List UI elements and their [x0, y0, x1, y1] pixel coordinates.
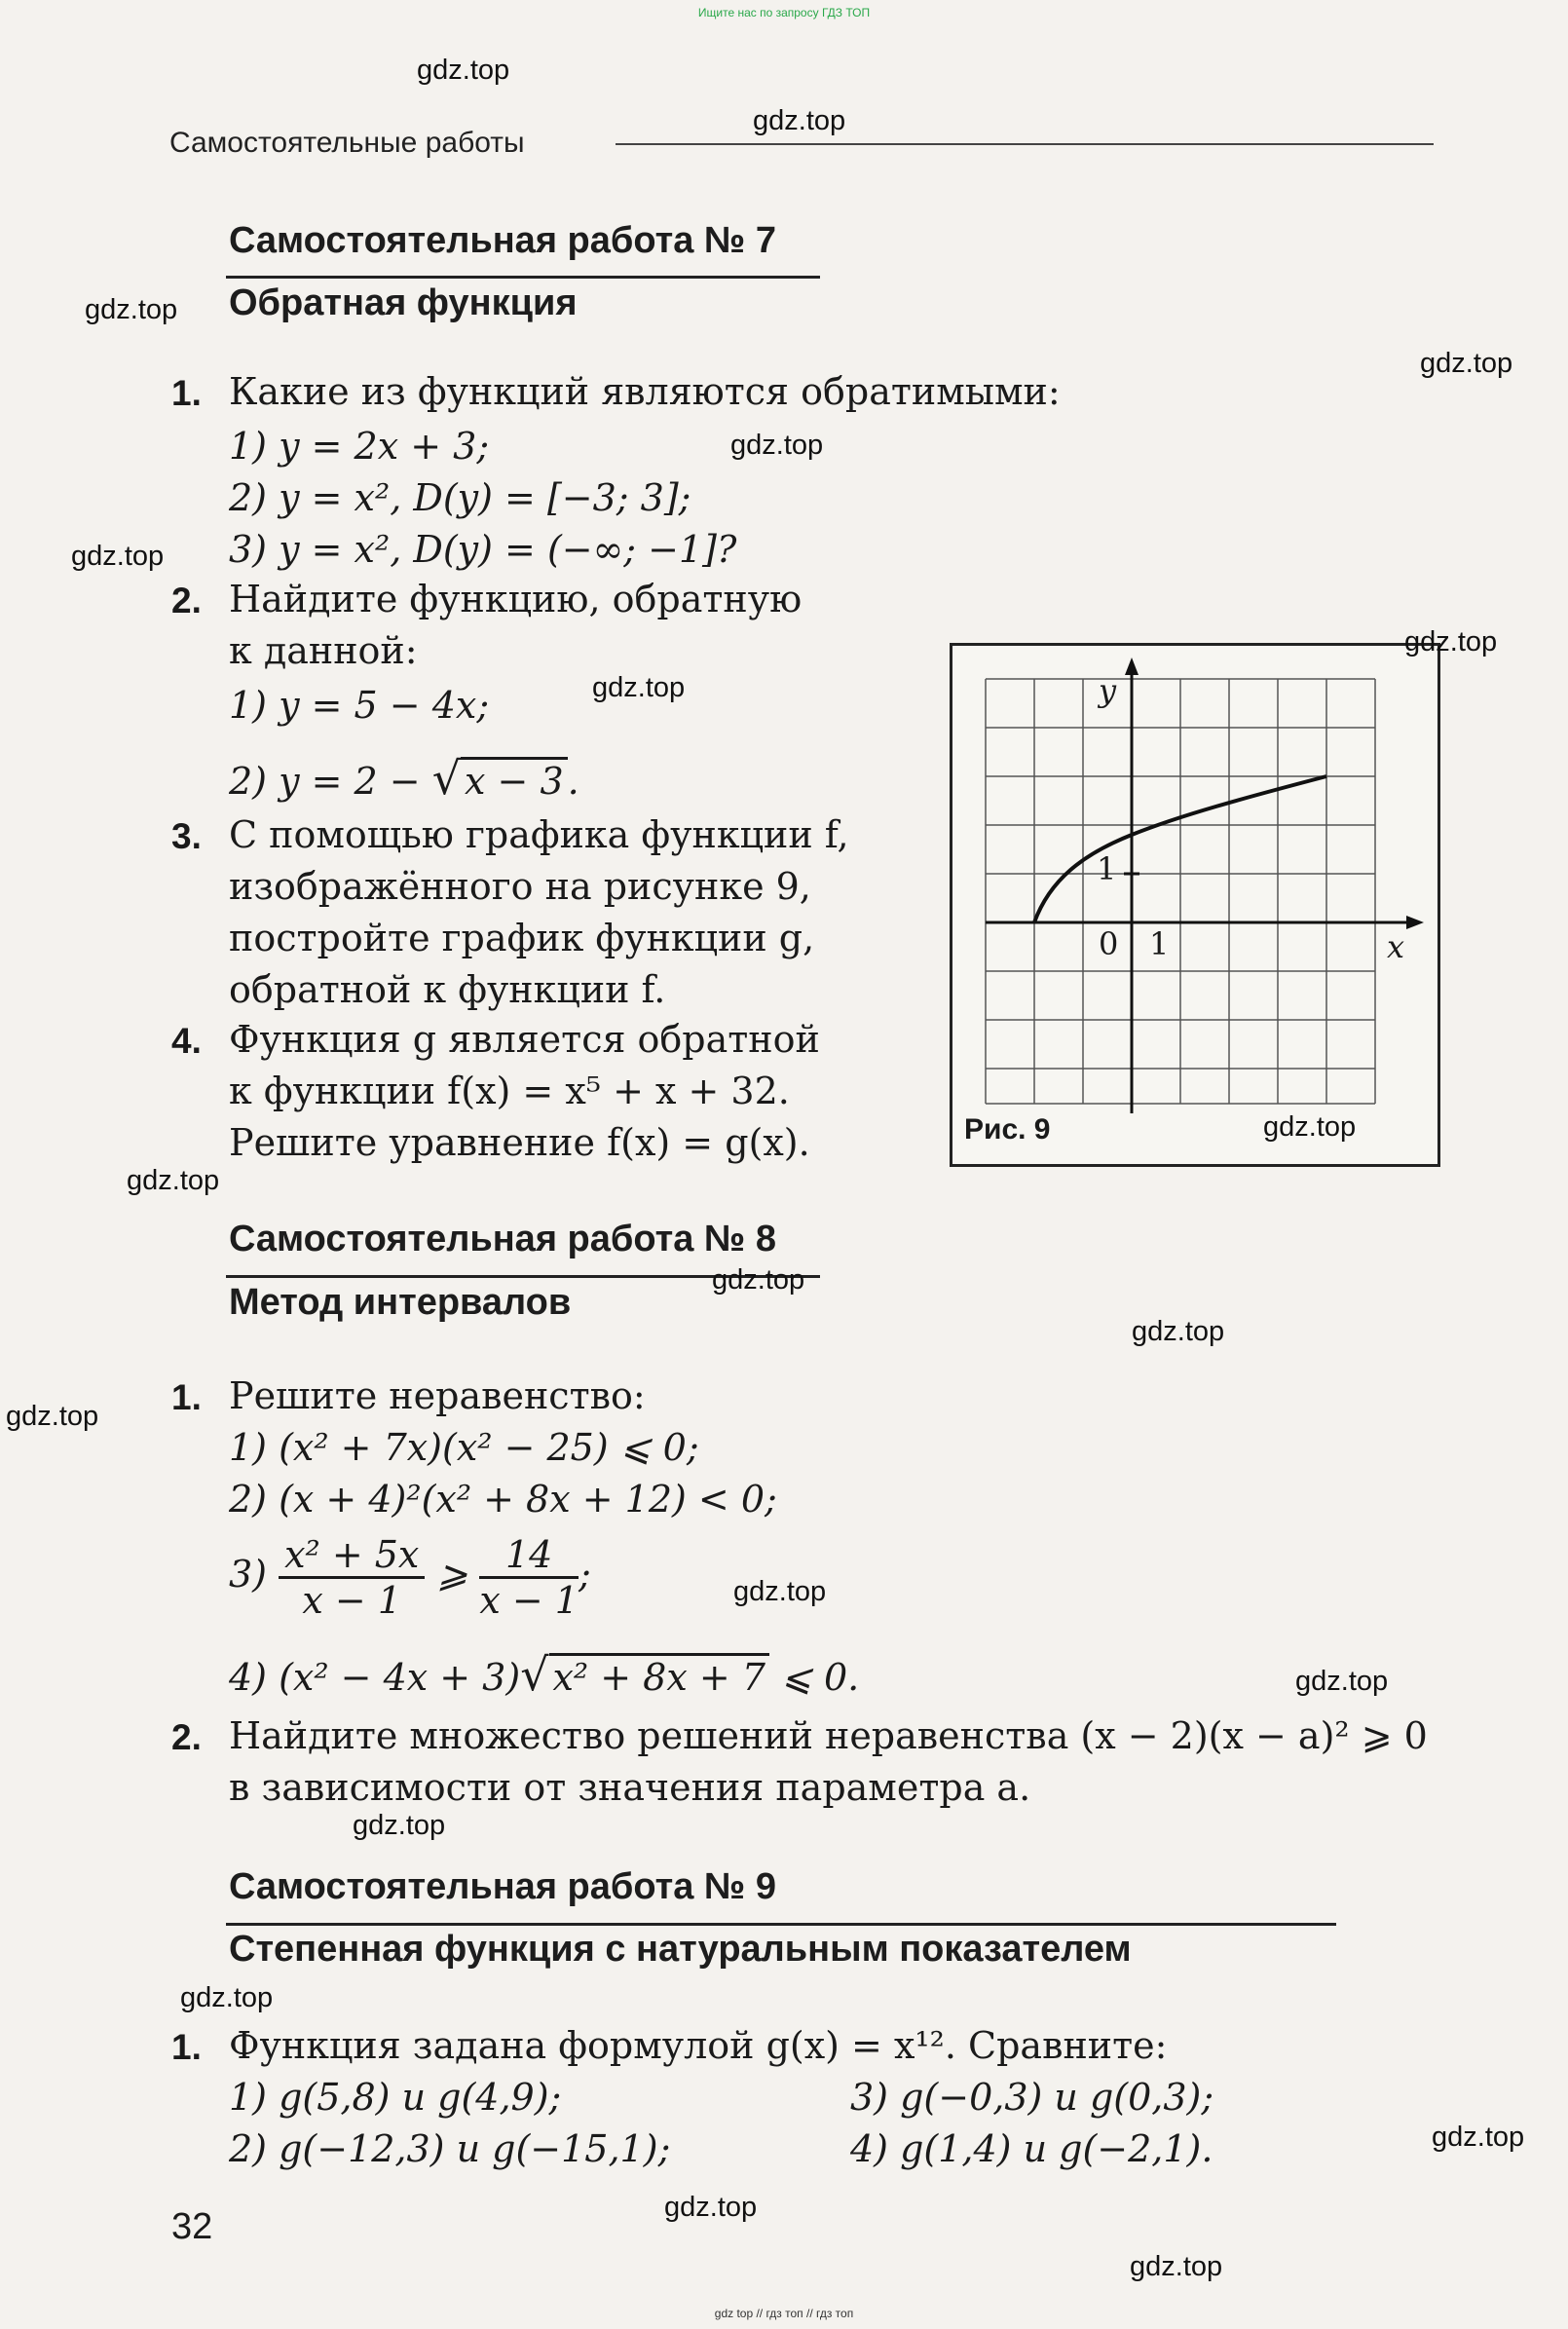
- task-item: 1) (x² + 7x)(x² − 25) ⩽ 0;: [229, 1426, 699, 1469]
- bottom-note: gdz top // гдз топ // гдз топ: [714, 2307, 854, 2320]
- task-line: к функции f(x) = x⁵ + x + 32.: [229, 1070, 790, 1112]
- task-line: постройте график функции g,: [229, 917, 815, 959]
- sqrt-radicand: x² + 8x + 7: [549, 1653, 769, 1699]
- task-number: 3.: [171, 816, 202, 856]
- figure-9: [950, 643, 1440, 1167]
- watermark: gdz.top: [1130, 2251, 1223, 2282]
- task-item: 1) g(5,8) и g(4,9);: [229, 2076, 562, 2119]
- task-number: 1.: [171, 2027, 202, 2067]
- watermark: gdz.top: [180, 1982, 274, 2013]
- task-text: к данной:: [229, 629, 418, 672]
- section-8-topic: Метод интервалов: [229, 1282, 572, 1323]
- watermark: gdz.top: [664, 2192, 758, 2223]
- task-text: Найдите функцию, обратную: [229, 578, 803, 620]
- y-tick-label: 1: [1097, 850, 1117, 887]
- task-number: 1.: [171, 1377, 202, 1417]
- task-line: изображённого на рисунке 9,: [229, 865, 811, 908]
- watermark: gdz.top: [733, 1576, 827, 1607]
- watermark: gdz.top: [1404, 626, 1498, 657]
- task-item: 4) g(1,4) и g(−2,1).: [850, 2127, 1213, 2170]
- task-item: 1) y = 2x + 3;: [229, 425, 490, 468]
- top-note: Ищите нас по запросу ГДЗ ТОП: [697, 6, 871, 19]
- task-line: Найдите множество решений неравенства (x − 2)(x − a)² ⩾ 0: [229, 1714, 1428, 1757]
- fraction: $\frac{14}{x - 1}$: [479, 1533, 579, 1622]
- task-item: 2) g(−12,3) и g(−15,1);: [229, 2127, 671, 2170]
- task-line: в зависимости от значения параметра a.: [229, 1766, 1031, 1809]
- watermark: gdz.top: [753, 105, 846, 136]
- y-axis-arrow: [1125, 657, 1139, 675]
- task-text: Решите неравенство:: [229, 1374, 646, 1417]
- task-item: 3) y = x², D(y) = (−∞; −1]?: [229, 528, 737, 571]
- task-line: Функция g является обратной: [229, 1018, 820, 1061]
- watermark: gdz.top: [730, 430, 824, 461]
- sqrt-radicand: x − 3: [461, 757, 568, 803]
- figure-caption: Рис. 9: [964, 1113, 1051, 1146]
- watermark: gdz.top: [353, 1810, 446, 1841]
- section-7-topic: Обратная функция: [229, 282, 578, 323]
- task-line: С помощью графика функции f,: [229, 813, 849, 856]
- y-axis-label: y: [1099, 672, 1117, 709]
- watermark: gdz.top: [1132, 1316, 1225, 1347]
- watermark: gdz.top: [71, 541, 165, 572]
- task-number: 4.: [171, 1021, 202, 1061]
- watermark: gdz.top: [6, 1401, 99, 1432]
- section-9-topic: Степенная функция с натуральным показателем: [229, 1929, 1132, 1970]
- task-item: 4) (x² − 4x + 3)√ x² + 8x + 7 ⩽ 0.: [229, 1648, 860, 1701]
- watermark: gdz.top: [592, 672, 686, 703]
- watermark: gdz.top: [417, 55, 510, 86]
- task-item: 3) g(−0,3) и g(0,3);: [850, 2076, 1214, 2119]
- task-item: 3) $\frac{\text{x² + 5x}}{x - 1}$ ⩾ $\frac{14}{x - 1}$ ;: [229, 1533, 591, 1622]
- page-number: 32: [171, 2206, 213, 2247]
- origin-label: 0: [1099, 925, 1119, 962]
- figure-9-graph: [952, 646, 1437, 1164]
- watermark: gdz.top: [1420, 348, 1513, 379]
- running-title: Самостоятельные работы: [169, 127, 525, 159]
- watermark: gdz.top: [85, 294, 178, 325]
- task-number: 1.: [171, 373, 202, 413]
- watermark: gdz.top: [712, 1264, 805, 1296]
- section-7-rule: [226, 276, 820, 279]
- task-text: Функция задана формулой g(x) = x¹². Сравните:: [229, 2024, 1168, 2067]
- task-text: Какие из функций являются обратимыми:: [229, 370, 1061, 413]
- task-item: 2) y = x², D(y) = [−3; 3];: [229, 476, 691, 519]
- section-7-heading: Самостоятельная работа № 7: [229, 220, 776, 261]
- task-number: 2.: [171, 1717, 202, 1757]
- task-line: Решите уравнение f(x) = g(x).: [229, 1121, 810, 1164]
- watermark: gdz.top: [1432, 2122, 1525, 2153]
- task-line: обратной к функции f.: [229, 968, 666, 1011]
- watermark: gdz.top: [127, 1165, 220, 1196]
- fraction: $\frac{\text{x² + 5x}}{x - 1}$: [279, 1533, 425, 1622]
- watermark: gdz.top: [1295, 1666, 1389, 1697]
- section-9-heading: Самостоятельная работа № 9: [229, 1866, 776, 1907]
- x-axis-arrow: [1406, 916, 1424, 929]
- task-item: 2) (x + 4)²(x² + 8x + 12) < 0;: [229, 1478, 777, 1521]
- header-rule: [616, 143, 1434, 145]
- task-item: 2) y = 2 − √ x − 3 .: [229, 752, 579, 805]
- task-number: 2.: [171, 581, 202, 620]
- task-item: 1) y = 5 − 4x;: [229, 684, 490, 727]
- grid-lines: [986, 679, 1375, 1104]
- watermark: gdz.top: [1263, 1111, 1357, 1143]
- x-axis-label: x: [1387, 928, 1405, 965]
- section-8-heading: Самостоятельная работа № 8: [229, 1219, 776, 1259]
- x-tick-label: 1: [1149, 925, 1170, 962]
- section-9-rule: [226, 1923, 1336, 1926]
